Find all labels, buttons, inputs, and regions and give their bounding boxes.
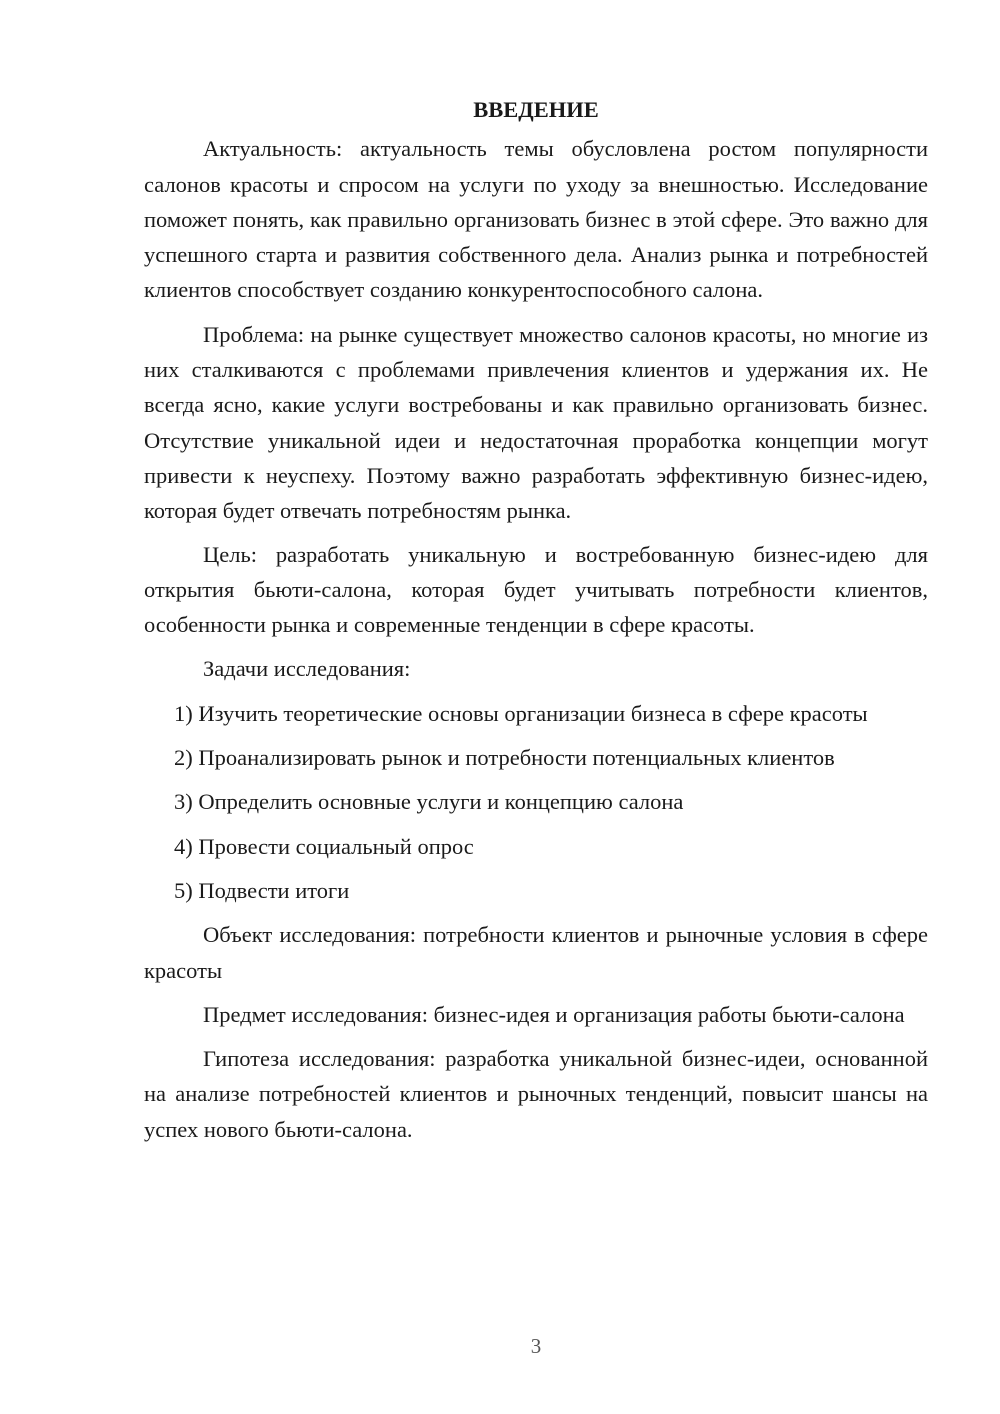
paragraph-problem: Проблема: на рынке существует множество салонов красоты, но многие из них сталкиваются с проблемами привлечения клиентов и удержания их. Не всегда ясно, какие услуги востребованы и как правильно организовать бизнес. Отсутствие уникальной идеи и недостаточная проработка концепции могут привести к неуспеху. Поэтому важно разработать эффективную бизнес-идею, которая будет отвечать потребностям рынка. <box>144 321 928 524</box>
paragraph-subject: Предмет исследования: бизнес-идея и организация работы бьюти-салона <box>203 1001 905 1027</box>
page-title: ВВЕДЕНИЕ <box>473 97 599 122</box>
page-content <box>144 92 928 1156</box>
list-item: 4) Провести социальный опрос <box>174 833 474 859</box>
list-item: 2) Проанализировать рынок и потребности потенциальных клиентов <box>174 745 835 771</box>
paragraph-object: Объект исследования: потребности клиентов и рыночные условия в сфере красоты <box>144 922 928 983</box>
tasks-list <box>144 696 928 908</box>
list-item: 1) Изучить теоретические основы организации бизнеса в сфере красоты <box>174 700 868 726</box>
paragraph-hypothesis: Гипотеза исследования: разработка уникальной бизнес-идеи, основанной на анализе потребностей клиентов и рыночных тенденций, повысит шансы на успех нового бьюти-салона. <box>144 1046 928 1142</box>
tasks-heading: Задачи исследования: <box>203 656 411 682</box>
list-item: 5) Подвести итоги <box>174 877 350 903</box>
paragraph-goal: Цель: разработать уникальную и востребованную бизнес-идею для открытия бьюти-салона, которая будет учитывать потребности клиентов, особенности рынка и современные тенденции в сфере красоты. <box>144 541 928 638</box>
paragraph-relevance: Актуальность: актуальность темы обусловлена ростом популярности салонов красоты и спросом на услуги по уходу за внешностью. Исследование поможет понять, как правильно организовать бизнес в этой сфере. Это важно для успешного старта и развития собственного дела. Анализ рынка и потребностей клиентов способствует созданию конкурентоспособного салона. <box>144 136 928 303</box>
page-number: 3 <box>530 1334 542 1358</box>
list-item: 3) Определить основные услуги и концепцию салона <box>174 789 684 815</box>
